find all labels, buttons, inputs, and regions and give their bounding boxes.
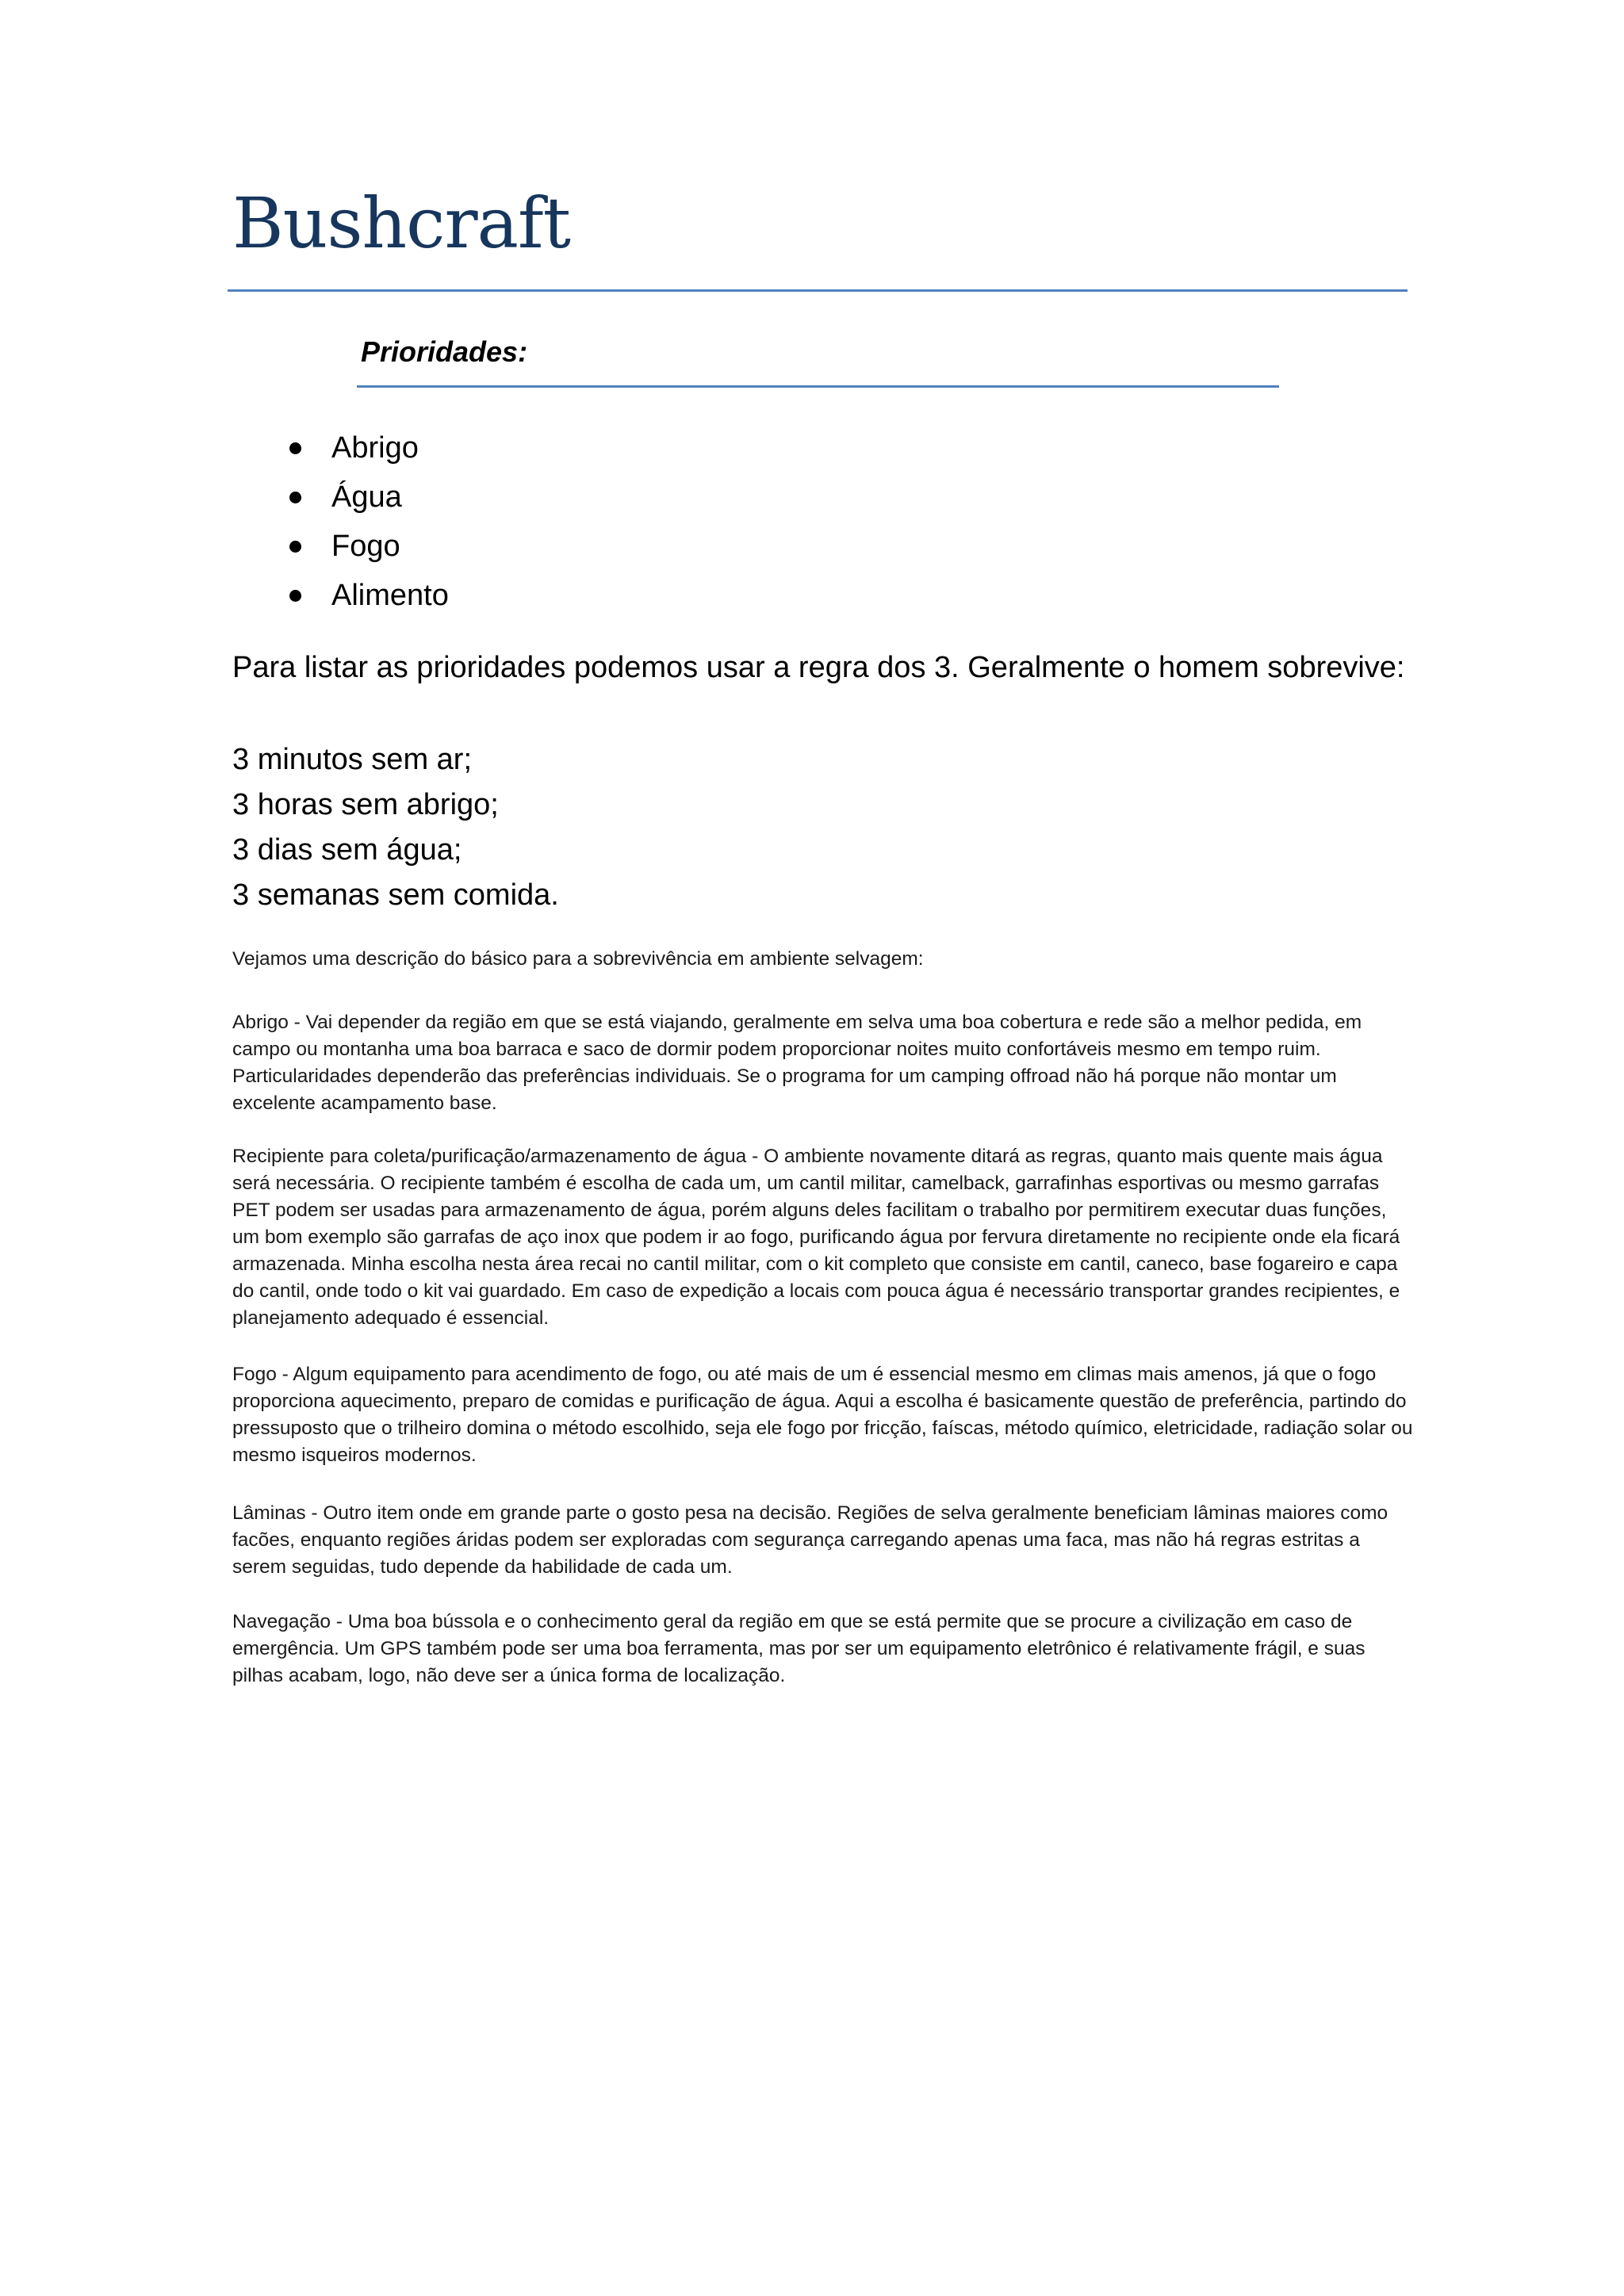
title-divider — [228, 289, 1408, 292]
priorities-list — [289, 423, 449, 620]
rule-line: 3 semanas sem comida. — [232, 878, 559, 912]
lead-text: Vejamos uma descrição do básico para a sobrevivência em ambiente selvagem: — [232, 948, 924, 970]
list-item — [289, 522, 449, 571]
list-item — [289, 571, 449, 620]
bullet-icon — [289, 590, 301, 602]
list-item — [289, 423, 449, 473]
list-item-label: Abrigo — [331, 431, 419, 465]
rule-line: 3 horas sem abrigo; — [232, 788, 499, 821]
rule-line: 3 minutos sem ar; — [232, 743, 472, 776]
bullet-icon — [289, 541, 301, 553]
section-laminas — [232, 1500, 1414, 1581]
section-text: Fogo - Algum equipamento para acendimento de fogo, ou até mais de um é essencial mesmo em climas mais amenos, já que o fogo proporciona aquecimento, preparo de comidas e purificação de água. Aqui a escolha é basicamente questão de preferência, partindo do pressuposto que o trilheiro domina o método escolhido, seja ele fogo por fricção, faíscas, método químico, eletricidade, radiação solar ou mesmo isqueiros modernos. — [232, 1364, 1413, 1466]
list-item — [289, 473, 449, 522]
section-agua — [232, 1143, 1414, 1332]
bullet-icon — [289, 442, 301, 454]
section-abrigo — [232, 1009, 1414, 1117]
intro-paragraph: Para listar as prioridades podemos usar a regra dos 3. Geralmente o homem sobrevive: — [232, 651, 1405, 684]
document-title: Bushcraft — [232, 182, 570, 264]
section-text: Lâminas - Outro item onde em grande parte o gosto pesa na decisão. Regiões de selva geralmente beneficiam lâminas maiores como facões, enquanto regiões áridas podem ser exploradas com segurança carregando apenas uma faca, mas não há regras estritas a serem seguidas, tudo depende da habilidade de cada um. — [232, 1502, 1388, 1578]
rule-of-three-list — [232, 737, 559, 918]
list-item-label: Água — [331, 480, 402, 514]
section-heading-priorities: Prioridades: — [361, 335, 528, 368]
list-item-label: Alimento — [331, 579, 449, 612]
subtitle-divider — [357, 385, 1279, 388]
section-fogo — [232, 1361, 1414, 1469]
section-text: Abrigo - Vai depender da região em que se está viajando, geralmente em selva uma boa cobertura e rede são a melhor pedida, em campo ou montanha uma boa barraca e saco de dormir podem proporcionar noites muito confortáveis mesmo em tempo ruim. Particularidades dependerão das preferências individuais. Se o programa for um camping offroad não há porque não montar um excelente acampamento base. — [232, 1012, 1362, 1114]
section-text: Recipiente para coleta/purificação/armazenamento de água - O ambiente novamente ditará as regras, quanto mais quente mais água será necessária. O recipiente também é escolha de cada um, um cantil militar, camelback, garrafinhas esportivas ou mesmo garrafas PET podem ser usadas para armazenamento de água, porém alguns deles facilitam o trabalho por permitirem executar duas funções, um bom exemplo são garrafas de aço inox que podem ir ao fogo, purificando água por fervura diretamente no recipiente onde ela ficará armazenada. Minha escolha nesta área recai no cantil militar, com o kit completo que consiste em cantil, caneco, base fogareiro e capa do cantil, onde todo o kit vai guardado. Em caso de expedição a locais com pouca água é necessário transportar grandes recipientes, e planejamento adequado é essencial. — [232, 1146, 1400, 1329]
rule-line: 3 dias sem água; — [232, 833, 462, 867]
bullet-icon — [289, 492, 301, 503]
lead-paragraph — [232, 946, 1414, 973]
section-text: Navegação - Uma boa bússola e o conhecimento geral da região em que se está permite que se procure a civilização em caso de emergência. Um GPS também pode ser uma boa ferramenta, mas por ser um equipamento eletrônico é relativamente frágil, e suas pilhas acabam, logo, não deve ser a única forma de localização. — [232, 1611, 1365, 1686]
list-item-label: Fogo — [331, 530, 400, 563]
section-navegacao — [232, 1609, 1414, 1689]
